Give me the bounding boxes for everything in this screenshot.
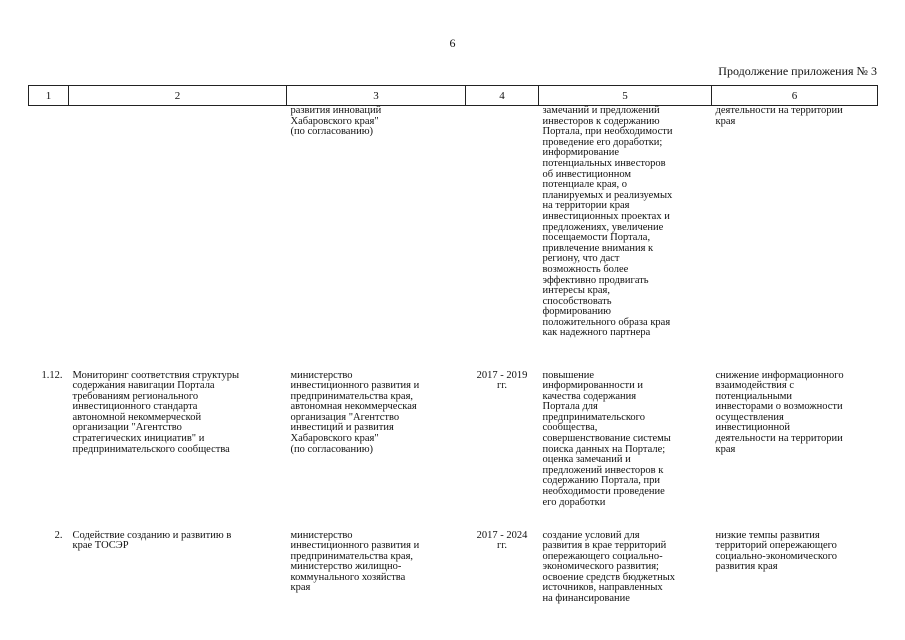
risk: снижение информационного взаимодействия с потенциальными инвесторами о возможности осуществления инвестиционной деятельности на территории края xyxy=(715,369,844,455)
page-number: 6 xyxy=(449,36,456,50)
risk: низкие темпы развития территорий опережающего социально-экономического развития края xyxy=(715,529,838,573)
risk: деятельности на территории края xyxy=(715,105,843,127)
table-row xyxy=(29,371,878,531)
header-col-3: 3 xyxy=(287,86,466,106)
table-header-row xyxy=(29,86,878,106)
table-row xyxy=(29,106,878,371)
table-row xyxy=(29,531,878,605)
header-col-5: 5 xyxy=(539,86,712,106)
executor: развития инноваций Хабаровского края" (по согласованию) xyxy=(290,105,382,138)
header-col-4: 4 xyxy=(466,86,539,106)
activity-name xyxy=(69,106,287,371)
row-number xyxy=(29,106,69,371)
row-number: 2. xyxy=(54,529,63,541)
executor: министерство инвестиционного развития и предпринимательства края, министерство жилищно- коммунального хозяйства края xyxy=(290,529,420,594)
period: 2017 - 2024 гг. xyxy=(476,529,528,552)
period xyxy=(466,106,539,371)
header-col-6: 6 xyxy=(712,86,878,106)
plan-table xyxy=(28,85,878,605)
expected-result: повышение информированности и качества содержания Портала для предпринимательского сообщества, совершенствование системы поиска данных на Портале; оценка замечаний и предложений инвесторов к содержанию Портала, при необходимости проведение его доработки xyxy=(542,369,671,508)
period: 2017 - 2019 гг. xyxy=(476,369,528,392)
executor: министерство инвестиционного развития и предпринимательства края, автономная некоммерческая организация "Агентство инвестиций и развития Хабаровского края" (по согласованию) xyxy=(290,369,420,455)
header-col-2: 2 xyxy=(69,86,287,106)
row-number: 1.12. xyxy=(41,369,63,381)
activity-name: Содействие созданию и развитию в крае ТОСЭР xyxy=(72,529,232,552)
header-col-1: 1 xyxy=(29,86,69,106)
appendix-continuation-label: Продолжение приложения № 3 xyxy=(718,64,877,78)
activity-name: Мониторинг соответствия структуры содержания навигации Портала требованиям регионального инвестиционного стандарта автономной некоммерческой организации "Агентство стратегических инициатив" и предпринимательского сообщества xyxy=(72,369,240,455)
expected-result: замечаний и предложений инвесторов к содержанию Портала, при необходимости проведение его доработки; информирование потенциальных инвесторов об инвестиционном потенциале края, о планируемых и реализуемых на территории края инвестиционных проектах и предложениях, увеличение посещаемости Портала, привлечение внимания к региону, что даст возможность более эффективно продвигать интересы края, способствовать формированию положительного образа края как надежного партнера xyxy=(542,105,673,339)
expected-result: создание условий для развития в крае территорий опережающего социально- экономического развития; освоение средств бюджетных источников, направленных на финансирование xyxy=(542,529,676,605)
